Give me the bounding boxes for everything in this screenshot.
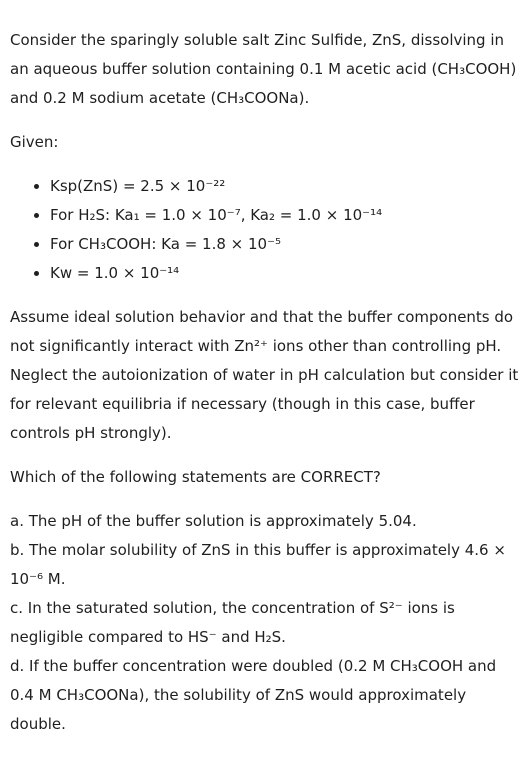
option-c: c. In the saturated solution, the concentration of S²⁻ ions is negligible compared to HS⁻ and H₂S. (10, 599, 455, 646)
given-item-h2s: • For H₂S: Ka₁ = 1.0 × 10⁻⁷, Ka₂ = 1.0 × 10⁻¹⁴ (50, 201, 524, 230)
given-label: Given: (10, 133, 59, 151)
option-b: b. The molar solubility of ZnS in this buffer is approximately 4.6 × 10⁻⁶ M. (10, 541, 506, 588)
given-list (10, 172, 524, 288)
given-item-kw: • Kw = 1.0 × 10⁻¹⁴ (50, 259, 524, 288)
assumptions-paragraph: Assume ideal solution behavior and that the buffer components do not significantly interact with Zn²⁺ ions other than controlling pH. Neglect the autoionization of water in pH calculation but consider it for relevant equilibria if necessary (though in this case, buffer controls pH strongly). (10, 308, 519, 442)
intro-paragraph: Consider the sparingly soluble salt Zinc Sulfide, ZnS, dissolving in an aqueous buffer solution containing 0.1 M acetic acid (CH₃COOH) and 0.2 M sodium acetate (CH₃COONa). (10, 31, 517, 107)
option-d: d. If the buffer concentration were doubled (0.2 M CH₃COOH and 0.4 M CH₃COONa), the solubility of ZnS would approximately double. (10, 657, 497, 733)
given-item-ksp: • Ksp(ZnS) = 2.5 × 10⁻²² (50, 172, 524, 201)
question-text: Which of the following statements are CORRECT? (10, 468, 381, 486)
options-list (10, 507, 524, 739)
option-a: a. The pH of the buffer solution is approximately 5.04. (10, 512, 417, 530)
given-item-acetic-acid: • For CH₃COOH: Ka = 1.8 × 10⁻⁵ (50, 230, 524, 259)
